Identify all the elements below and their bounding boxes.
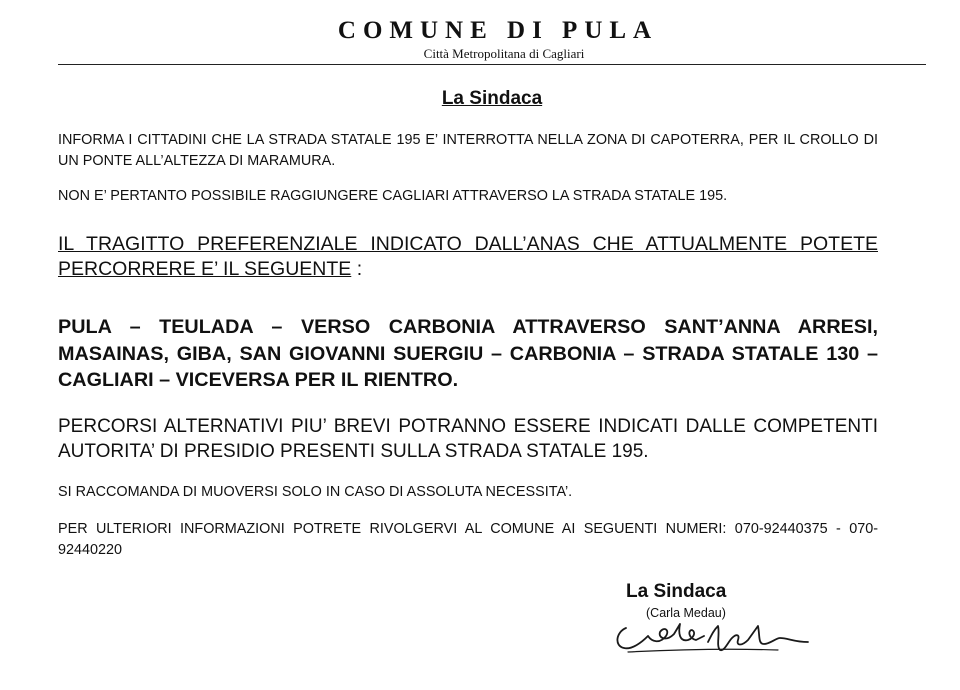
paragraph-preferred-route-intro (58, 232, 878, 282)
signature-block (608, 580, 828, 680)
paragraph-travel-advice: SI RACCOMANDA DI MUOVERSI SOLO IN CASO DI ASSOLUTA NECESSITA’. (58, 484, 573, 500)
paragraph-route-details: PULA – TEULADA – VERSO CARBONIA ATTRAVERSO SANT’ANNA ARRESI, MASAINAS, GIBA, SAN GIOVANNI SUERGIU – CARBONIA – STRADA STATALE 130 – CAGLIARI – VICEVERSA PER IL RIENTRO. (58, 316, 878, 391)
header-divider (58, 64, 926, 65)
preferred-route-intro-text: IL TRAGITTO PREFERENZIALE INDICATO DALL’ANAS CHE ATTUALMENTE POTETE PERCORRERE E’ IL SEGUENTE (58, 233, 878, 280)
municipality-name: COMUNE DI PULA (337, 17, 659, 44)
signatory-title: La Sindaca (626, 581, 727, 602)
paragraph-contact-numbers: PER ULTERIORI INFORMAZIONI POTRETE RIVOLGERVI AL COMUNE AI SEGUENTI NUMERI: 070-92440375 - 070-92440220 (58, 521, 878, 558)
municipality-subtitle: Città Metropolitana di Cagliari (423, 46, 585, 61)
letterhead (58, 12, 926, 61)
notice-heading: La Sindaca (441, 88, 543, 109)
paragraph-road-closure: INFORMA I CITTADINI CHE LA STRADA STATALE 195 E’ INTERROTTA NELLA ZONA DI CAPOTERRA, PER IL CROLLO DI UN PONTE ALL’ALTEZZA DI MARAMURA. (58, 132, 878, 169)
paragraph-alternative-routes: PERCORSI ALTERNATIVI PIU’ BREVI POTRANNO ESSERE INDICATI DALLE COMPETENTI AUTORITA’ DI PRESIDIO PRESENTI SULLA STRADA STATALE 195. (58, 416, 878, 462)
paragraph-no-access: NON E’ PERTANTO POSSIBILE RAGGIUNGERE CAGLIARI ATTRAVERSO LA STRADA STATALE 195. (58, 188, 728, 204)
signatory-name: (Carla Medau) (646, 606, 726, 620)
preferred-route-intro-colon: : (351, 258, 363, 280)
